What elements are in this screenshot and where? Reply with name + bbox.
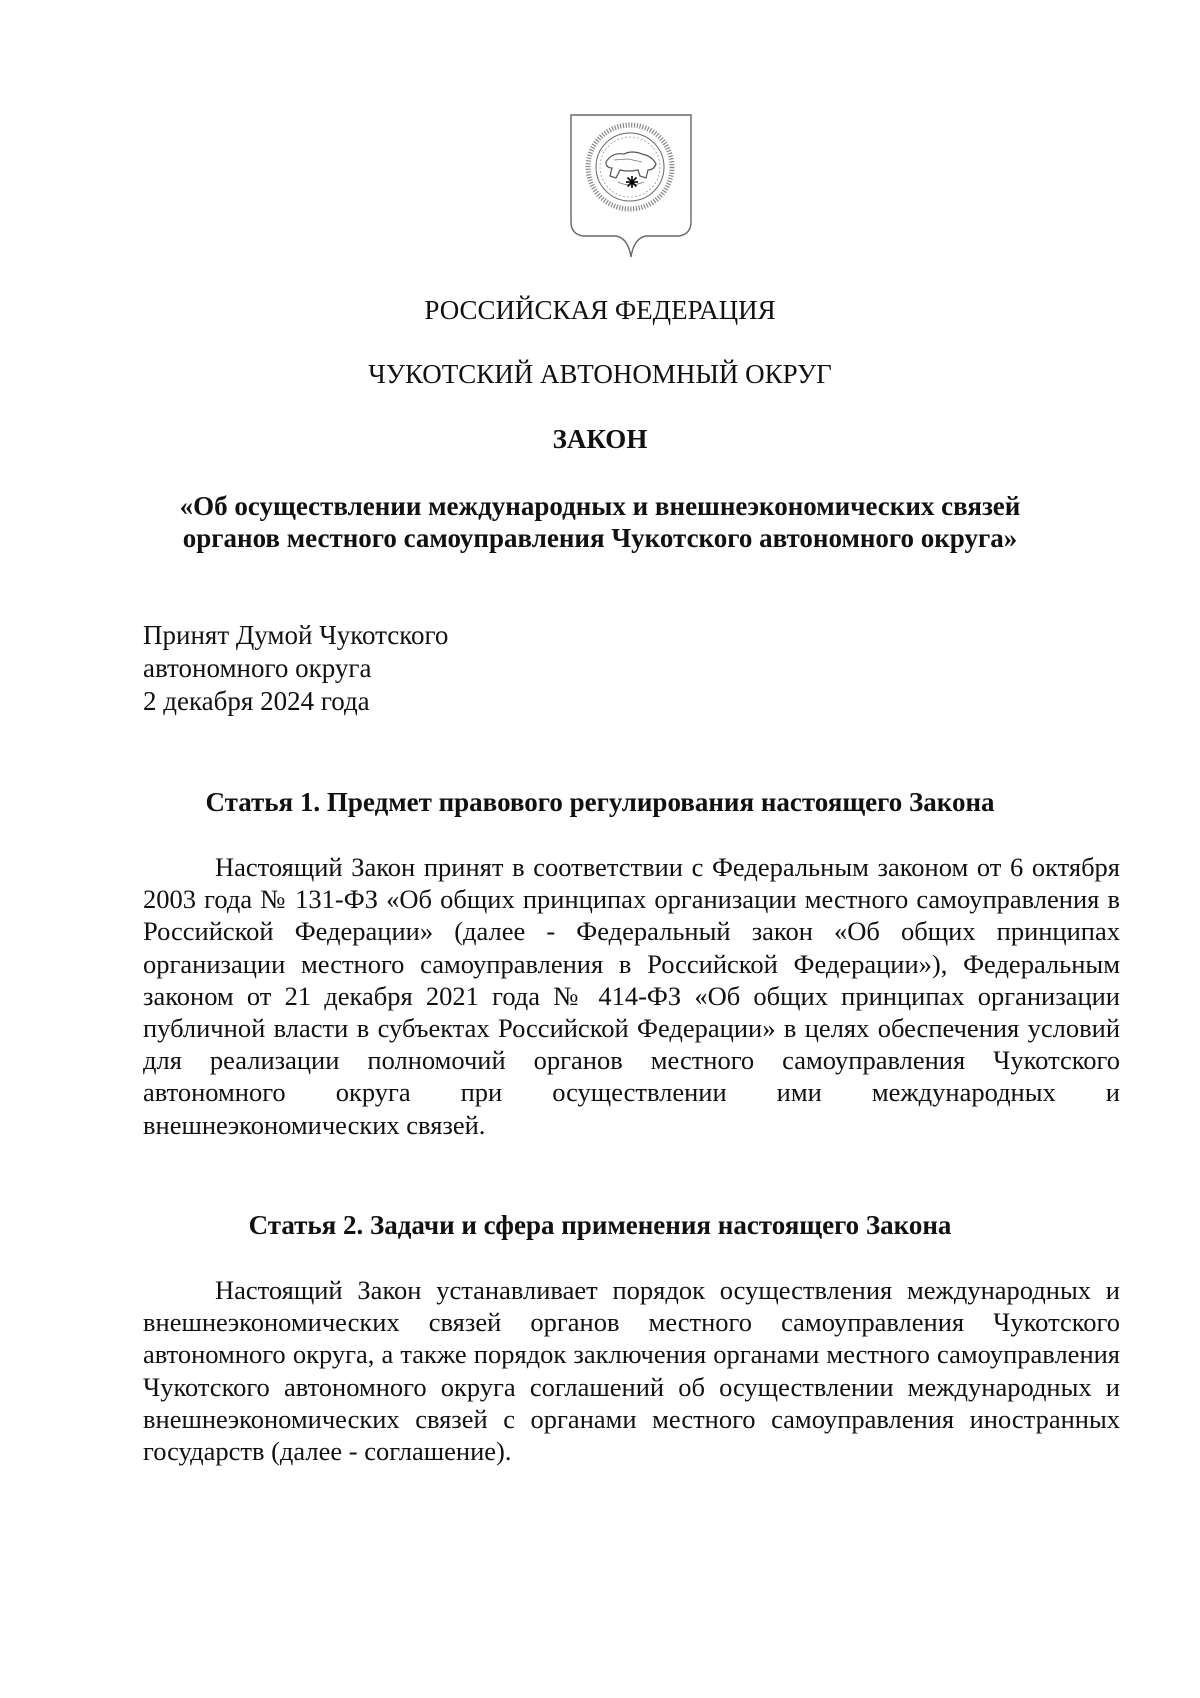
article-2-title: Статья 2. Задачи и сфера применения настоящего Закона (248, 1210, 952, 1240)
law-title-line-1: «Об осуществлении международных и внешнеэкономических связей (179, 491, 1021, 521)
law-title (0, 490, 1200, 554)
coat-of-arms-icon (568, 112, 694, 262)
adoption-note (143, 619, 448, 718)
adoption-date: 2 декабря 2024 года (143, 686, 370, 716)
adoption-line-1: Принят Думой Чукотского (143, 620, 449, 650)
adoption-line-2: автономного округа (143, 653, 372, 683)
country-heading: РОССИЙСКАЯ ФЕДЕРАЦИЯ (424, 295, 776, 325)
article-1-text: Настоящий Закон принят в соответствии с Федеральным законом от 6 октября 2003 года № 131-ФЗ «Об общих принципах организации местного самоуправления в Российской Федерации» (далее - Федеральный закон «Об общих принципах организации местного самоуправления в Российской Федерации»), Федеральным законом от 21 декабря 2021 года № 414-ФЗ «Об общих принципах организации публичной власти в субъектах Российской Федерации» в целях обеспечения условий для реализации полномочий органов местного самоуправления Чукотского автономного округа при осуществлении ими международных и внешнеэкономических связей. (143, 852, 1120, 1140)
article-2-text: Настоящий Закон устанавливает порядок осуществления международных и внешнеэкономических связей органов местного самоуправления Чукотского автономного округа, а также порядок заключения органами местного самоуправления Чукотского автономного округа соглашений об осуществлении международных и внешнеэкономических связей с органами местного самоуправления иностранных государств (далее - соглашение). (143, 1275, 1120, 1467)
law-title-line-2: органов местного самоуправления Чукотского автономного округа» (182, 523, 1018, 553)
article-1-title: Статья 1. Предмет правового регулирования настоящего Закона (205, 787, 995, 817)
document-type-heading: ЗАКОН (552, 424, 648, 454)
region-heading: ЧУКОТСКИЙ АВТОНОМНЫЙ ОКРУГ (368, 359, 832, 389)
